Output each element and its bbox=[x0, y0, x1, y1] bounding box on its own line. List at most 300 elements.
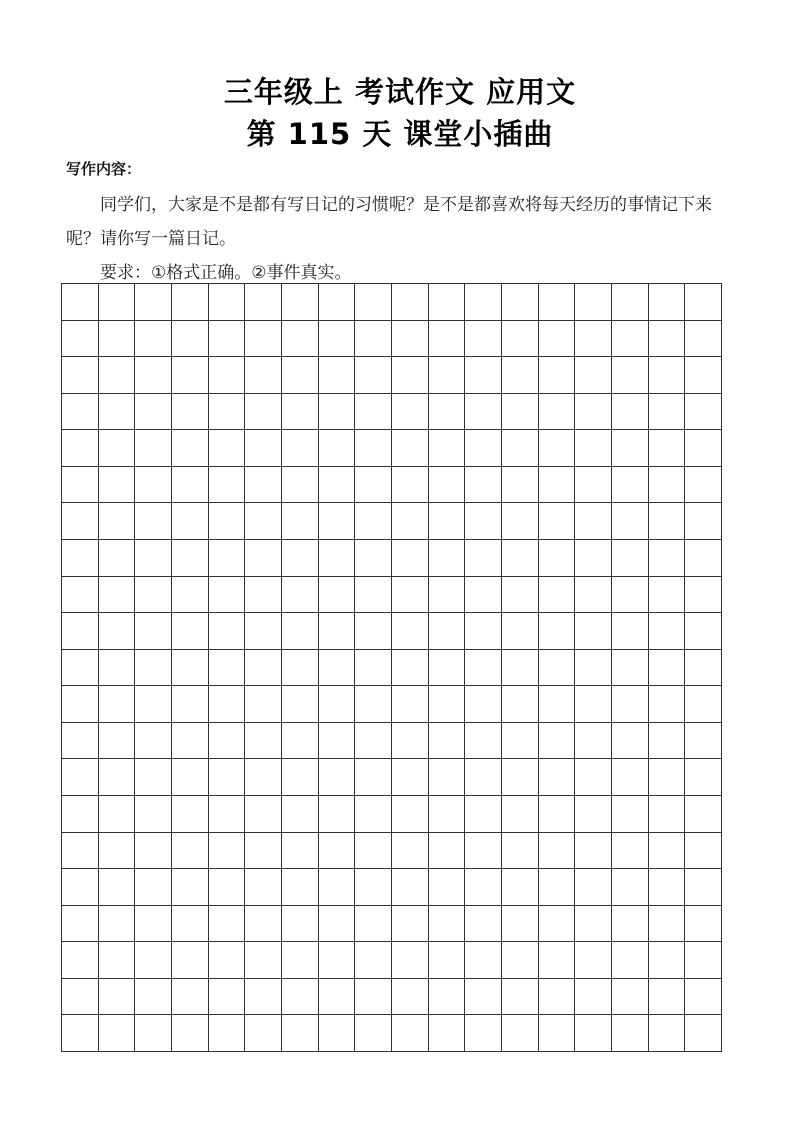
grid-cell[interactable] bbox=[429, 650, 466, 687]
grid-cell[interactable] bbox=[465, 650, 502, 687]
grid-cell[interactable] bbox=[355, 979, 392, 1016]
grid-cell[interactable] bbox=[392, 577, 429, 614]
grid-cell[interactable] bbox=[539, 686, 576, 723]
grid-cell[interactable] bbox=[62, 906, 99, 943]
grid-cell[interactable] bbox=[612, 284, 649, 321]
grid-cell[interactable] bbox=[502, 284, 539, 321]
grid-cell[interactable] bbox=[539, 650, 576, 687]
grid-cell[interactable] bbox=[209, 503, 246, 540]
grid-cell[interactable] bbox=[575, 759, 612, 796]
grid-cell[interactable] bbox=[502, 357, 539, 394]
grid-cell[interactable] bbox=[392, 284, 429, 321]
grid-cell[interactable] bbox=[429, 869, 466, 906]
grid-cell[interactable] bbox=[465, 430, 502, 467]
grid-cell[interactable] bbox=[429, 759, 466, 796]
grid-cell[interactable] bbox=[612, 723, 649, 760]
grid-cell[interactable] bbox=[465, 796, 502, 833]
grid-cell[interactable] bbox=[685, 979, 722, 1016]
grid-cell[interactable] bbox=[355, 869, 392, 906]
grid-cell[interactable] bbox=[502, 723, 539, 760]
grid-cell[interactable] bbox=[282, 284, 319, 321]
grid-cell[interactable] bbox=[319, 686, 356, 723]
grid-cell[interactable] bbox=[62, 321, 99, 358]
grid-cell[interactable] bbox=[649, 650, 686, 687]
grid-cell[interactable] bbox=[319, 833, 356, 870]
grid-cell[interactable] bbox=[282, 906, 319, 943]
grid-cell[interactable] bbox=[319, 650, 356, 687]
grid-cell[interactable] bbox=[172, 906, 209, 943]
grid-cell[interactable] bbox=[465, 942, 502, 979]
grid-cell[interactable] bbox=[575, 321, 612, 358]
grid-cell[interactable] bbox=[685, 284, 722, 321]
grid-cell[interactable] bbox=[575, 833, 612, 870]
grid-cell[interactable] bbox=[429, 723, 466, 760]
grid-cell[interactable] bbox=[429, 467, 466, 504]
grid-cell[interactable] bbox=[539, 503, 576, 540]
grid-cell[interactable] bbox=[649, 686, 686, 723]
grid-cell[interactable] bbox=[685, 869, 722, 906]
grid-cell[interactable] bbox=[135, 759, 172, 796]
grid-cell[interactable] bbox=[209, 467, 246, 504]
grid-cell[interactable] bbox=[355, 284, 392, 321]
grid-cell[interactable] bbox=[62, 357, 99, 394]
grid-cell[interactable] bbox=[612, 759, 649, 796]
grid-cell[interactable] bbox=[539, 1015, 576, 1052]
grid-cell[interactable] bbox=[392, 759, 429, 796]
grid-cell[interactable] bbox=[649, 357, 686, 394]
grid-cell[interactable] bbox=[319, 540, 356, 577]
grid-cell[interactable] bbox=[62, 686, 99, 723]
grid-cell[interactable] bbox=[62, 467, 99, 504]
grid-cell[interactable] bbox=[465, 869, 502, 906]
grid-cell[interactable] bbox=[685, 467, 722, 504]
grid-cell[interactable] bbox=[319, 321, 356, 358]
grid-cell[interactable] bbox=[209, 430, 246, 467]
grid-cell[interactable] bbox=[465, 394, 502, 431]
grid-cell[interactable] bbox=[649, 723, 686, 760]
grid-cell[interactable] bbox=[355, 942, 392, 979]
grid-cell[interactable] bbox=[245, 613, 282, 650]
grid-cell[interactable] bbox=[612, 430, 649, 467]
grid-cell[interactable] bbox=[282, 357, 319, 394]
grid-cell[interactable] bbox=[502, 467, 539, 504]
grid-cell[interactable] bbox=[172, 686, 209, 723]
grid-cell[interactable] bbox=[209, 759, 246, 796]
grid-cell[interactable] bbox=[319, 869, 356, 906]
grid-cell[interactable] bbox=[209, 577, 246, 614]
grid-cell[interactable] bbox=[685, 650, 722, 687]
grid-cell[interactable] bbox=[685, 394, 722, 431]
grid-cell[interactable] bbox=[575, 796, 612, 833]
grid-cell[interactable] bbox=[245, 723, 282, 760]
grid-cell[interactable] bbox=[135, 796, 172, 833]
grid-cell[interactable] bbox=[355, 759, 392, 796]
grid-cell[interactable] bbox=[649, 613, 686, 650]
grid-cell[interactable] bbox=[245, 686, 282, 723]
grid-cell[interactable] bbox=[465, 906, 502, 943]
grid-cell[interactable] bbox=[355, 686, 392, 723]
grid-cell[interactable] bbox=[429, 577, 466, 614]
grid-cell[interactable] bbox=[245, 1015, 282, 1052]
grid-cell[interactable] bbox=[612, 577, 649, 614]
grid-cell[interactable] bbox=[245, 467, 282, 504]
grid-cell[interactable] bbox=[649, 942, 686, 979]
grid-cell[interactable] bbox=[62, 613, 99, 650]
grid-cell[interactable] bbox=[502, 321, 539, 358]
grid-cell[interactable] bbox=[612, 686, 649, 723]
grid-cell[interactable] bbox=[209, 796, 246, 833]
grid-cell[interactable] bbox=[172, 284, 209, 321]
grid-cell[interactable] bbox=[135, 650, 172, 687]
grid-cell[interactable] bbox=[612, 979, 649, 1016]
grid-cell[interactable] bbox=[685, 357, 722, 394]
grid-cell[interactable] bbox=[245, 357, 282, 394]
grid-cell[interactable] bbox=[319, 759, 356, 796]
grid-cell[interactable] bbox=[685, 430, 722, 467]
grid-cell[interactable] bbox=[429, 796, 466, 833]
grid-cell[interactable] bbox=[649, 540, 686, 577]
grid-cell[interactable] bbox=[135, 503, 172, 540]
grid-cell[interactable] bbox=[172, 796, 209, 833]
grid-cell[interactable] bbox=[245, 394, 282, 431]
grid-cell[interactable] bbox=[429, 503, 466, 540]
grid-cell[interactable] bbox=[319, 503, 356, 540]
grid-cell[interactable] bbox=[172, 540, 209, 577]
grid-cell[interactable] bbox=[575, 723, 612, 760]
grid-cell[interactable] bbox=[319, 613, 356, 650]
grid-cell[interactable] bbox=[319, 979, 356, 1016]
grid-cell[interactable] bbox=[539, 577, 576, 614]
grid-cell[interactable] bbox=[575, 284, 612, 321]
grid-cell[interactable] bbox=[575, 650, 612, 687]
grid-cell[interactable] bbox=[245, 869, 282, 906]
grid-cell[interactable] bbox=[649, 906, 686, 943]
grid-cell[interactable] bbox=[245, 321, 282, 358]
grid-cell[interactable] bbox=[392, 1015, 429, 1052]
grid-cell[interactable] bbox=[209, 650, 246, 687]
grid-cell[interactable] bbox=[575, 686, 612, 723]
grid-cell[interactable] bbox=[465, 833, 502, 870]
grid-cell[interactable] bbox=[612, 1015, 649, 1052]
grid-cell[interactable] bbox=[319, 942, 356, 979]
grid-cell[interactable] bbox=[135, 979, 172, 1016]
grid-cell[interactable] bbox=[282, 577, 319, 614]
grid-cell[interactable] bbox=[282, 796, 319, 833]
grid-cell[interactable] bbox=[135, 869, 172, 906]
grid-cell[interactable] bbox=[685, 1015, 722, 1052]
grid-cell[interactable] bbox=[392, 357, 429, 394]
grid-cell[interactable] bbox=[135, 357, 172, 394]
grid-cell[interactable] bbox=[685, 686, 722, 723]
grid-cell[interactable] bbox=[465, 577, 502, 614]
grid-cell[interactable] bbox=[282, 686, 319, 723]
grid-cell[interactable] bbox=[502, 759, 539, 796]
grid-cell[interactable] bbox=[539, 284, 576, 321]
grid-cell[interactable] bbox=[135, 686, 172, 723]
grid-cell[interactable] bbox=[172, 467, 209, 504]
grid-cell[interactable] bbox=[62, 284, 99, 321]
grid-cell[interactable] bbox=[685, 906, 722, 943]
grid-cell[interactable] bbox=[392, 503, 429, 540]
grid-cell[interactable] bbox=[539, 906, 576, 943]
grid-cell[interactable] bbox=[392, 321, 429, 358]
grid-cell[interactable] bbox=[135, 430, 172, 467]
grid-cell[interactable] bbox=[99, 759, 136, 796]
grid-cell[interactable] bbox=[502, 906, 539, 943]
grid-cell[interactable] bbox=[649, 796, 686, 833]
grid-cell[interactable] bbox=[172, 650, 209, 687]
grid-cell[interactable] bbox=[612, 833, 649, 870]
grid-cell[interactable] bbox=[282, 942, 319, 979]
grid-cell[interactable] bbox=[685, 942, 722, 979]
grid-cell[interactable] bbox=[319, 284, 356, 321]
grid-cell[interactable] bbox=[355, 1015, 392, 1052]
grid-cell[interactable] bbox=[319, 430, 356, 467]
grid-cell[interactable] bbox=[62, 723, 99, 760]
grid-cell[interactable] bbox=[575, 906, 612, 943]
grid-cell[interactable] bbox=[282, 759, 319, 796]
grid-cell[interactable] bbox=[282, 430, 319, 467]
grid-cell[interactable] bbox=[99, 686, 136, 723]
grid-cell[interactable] bbox=[99, 1015, 136, 1052]
grid-cell[interactable] bbox=[502, 650, 539, 687]
grid-cell[interactable] bbox=[135, 723, 172, 760]
grid-cell[interactable] bbox=[355, 467, 392, 504]
grid-cell[interactable] bbox=[392, 942, 429, 979]
grid-cell[interactable] bbox=[685, 577, 722, 614]
grid-cell[interactable] bbox=[99, 906, 136, 943]
grid-cell[interactable] bbox=[392, 686, 429, 723]
grid-cell[interactable] bbox=[575, 430, 612, 467]
grid-cell[interactable] bbox=[172, 759, 209, 796]
grid-cell[interactable] bbox=[62, 759, 99, 796]
grid-cell[interactable] bbox=[502, 979, 539, 1016]
grid-cell[interactable] bbox=[99, 321, 136, 358]
grid-cell[interactable] bbox=[539, 869, 576, 906]
grid-cell[interactable] bbox=[319, 577, 356, 614]
grid-cell[interactable] bbox=[135, 467, 172, 504]
grid-cell[interactable] bbox=[429, 1015, 466, 1052]
grid-cell[interactable] bbox=[245, 577, 282, 614]
grid-cell[interactable] bbox=[685, 540, 722, 577]
grid-cell[interactable] bbox=[172, 1015, 209, 1052]
grid-cell[interactable] bbox=[612, 906, 649, 943]
grid-cell[interactable] bbox=[245, 540, 282, 577]
grid-cell[interactable] bbox=[429, 942, 466, 979]
grid-cell[interactable] bbox=[355, 540, 392, 577]
grid-cell[interactable] bbox=[612, 613, 649, 650]
grid-cell[interactable] bbox=[209, 613, 246, 650]
grid-cell[interactable] bbox=[209, 869, 246, 906]
grid-cell[interactable] bbox=[429, 833, 466, 870]
grid-cell[interactable] bbox=[539, 942, 576, 979]
grid-cell[interactable] bbox=[575, 979, 612, 1016]
grid-cell[interactable] bbox=[429, 321, 466, 358]
grid-cell[interactable] bbox=[649, 321, 686, 358]
grid-cell[interactable] bbox=[99, 833, 136, 870]
grid-cell[interactable] bbox=[429, 540, 466, 577]
grid-cell[interactable] bbox=[649, 577, 686, 614]
grid-cell[interactable] bbox=[429, 979, 466, 1016]
grid-cell[interactable] bbox=[465, 467, 502, 504]
grid-cell[interactable] bbox=[245, 284, 282, 321]
grid-cell[interactable] bbox=[282, 869, 319, 906]
grid-cell[interactable] bbox=[575, 503, 612, 540]
grid-cell[interactable] bbox=[649, 467, 686, 504]
grid-cell[interactable] bbox=[62, 942, 99, 979]
grid-cell[interactable] bbox=[539, 430, 576, 467]
grid-cell[interactable] bbox=[429, 613, 466, 650]
grid-cell[interactable] bbox=[172, 321, 209, 358]
grid-cell[interactable] bbox=[612, 869, 649, 906]
grid-cell[interactable] bbox=[392, 540, 429, 577]
grid-cell[interactable] bbox=[172, 503, 209, 540]
grid-cell[interactable] bbox=[575, 869, 612, 906]
grid-cell[interactable] bbox=[99, 869, 136, 906]
grid-cell[interactable] bbox=[685, 321, 722, 358]
grid-cell[interactable] bbox=[355, 650, 392, 687]
grid-cell[interactable] bbox=[465, 540, 502, 577]
grid-cell[interactable] bbox=[392, 467, 429, 504]
grid-cell[interactable] bbox=[172, 723, 209, 760]
grid-cell[interactable] bbox=[99, 577, 136, 614]
grid-cell[interactable] bbox=[319, 394, 356, 431]
grid-cell[interactable] bbox=[245, 796, 282, 833]
grid-cell[interactable] bbox=[465, 357, 502, 394]
grid-cell[interactable] bbox=[282, 394, 319, 431]
grid-cell[interactable] bbox=[62, 979, 99, 1016]
grid-cell[interactable] bbox=[502, 942, 539, 979]
grid-cell[interactable] bbox=[539, 394, 576, 431]
grid-cell[interactable] bbox=[355, 321, 392, 358]
grid-cell[interactable] bbox=[539, 540, 576, 577]
grid-cell[interactable] bbox=[649, 979, 686, 1016]
grid-cell[interactable] bbox=[392, 430, 429, 467]
grid-cell[interactable] bbox=[355, 394, 392, 431]
grid-cell[interactable] bbox=[392, 650, 429, 687]
grid-cell[interactable] bbox=[612, 540, 649, 577]
grid-cell[interactable] bbox=[465, 503, 502, 540]
grid-cell[interactable] bbox=[575, 540, 612, 577]
grid-cell[interactable] bbox=[649, 394, 686, 431]
grid-cell[interactable] bbox=[99, 467, 136, 504]
grid-cell[interactable] bbox=[355, 796, 392, 833]
grid-cell[interactable] bbox=[99, 430, 136, 467]
grid-cell[interactable] bbox=[62, 1015, 99, 1052]
grid-cell[interactable] bbox=[502, 540, 539, 577]
grid-cell[interactable] bbox=[612, 357, 649, 394]
grid-cell[interactable] bbox=[282, 833, 319, 870]
grid-cell[interactable] bbox=[355, 357, 392, 394]
grid-cell[interactable] bbox=[685, 796, 722, 833]
grid-cell[interactable] bbox=[62, 650, 99, 687]
grid-cell[interactable] bbox=[612, 942, 649, 979]
grid-cell[interactable] bbox=[135, 540, 172, 577]
grid-cell[interactable] bbox=[99, 796, 136, 833]
grid-cell[interactable] bbox=[99, 650, 136, 687]
grid-cell[interactable] bbox=[99, 394, 136, 431]
grid-cell[interactable] bbox=[539, 796, 576, 833]
grid-cell[interactable] bbox=[649, 1015, 686, 1052]
grid-cell[interactable] bbox=[62, 869, 99, 906]
grid-cell[interactable] bbox=[429, 686, 466, 723]
grid-cell[interactable] bbox=[319, 1015, 356, 1052]
grid-cell[interactable] bbox=[62, 503, 99, 540]
grid-cell[interactable] bbox=[649, 869, 686, 906]
grid-cell[interactable] bbox=[649, 833, 686, 870]
grid-cell[interactable] bbox=[62, 540, 99, 577]
grid-cell[interactable] bbox=[649, 284, 686, 321]
grid-cell[interactable] bbox=[539, 723, 576, 760]
grid-cell[interactable] bbox=[319, 723, 356, 760]
grid-cell[interactable] bbox=[575, 577, 612, 614]
grid-cell[interactable] bbox=[502, 503, 539, 540]
grid-cell[interactable] bbox=[392, 723, 429, 760]
grid-cell[interactable] bbox=[392, 979, 429, 1016]
grid-cell[interactable] bbox=[282, 321, 319, 358]
grid-cell[interactable] bbox=[172, 613, 209, 650]
grid-cell[interactable] bbox=[502, 1015, 539, 1052]
grid-cell[interactable] bbox=[209, 942, 246, 979]
grid-cell[interactable] bbox=[99, 503, 136, 540]
grid-cell[interactable] bbox=[575, 1015, 612, 1052]
grid-cell[interactable] bbox=[135, 942, 172, 979]
grid-cell[interactable] bbox=[209, 1015, 246, 1052]
grid-cell[interactable] bbox=[245, 503, 282, 540]
grid-cell[interactable] bbox=[282, 503, 319, 540]
grid-cell[interactable] bbox=[172, 942, 209, 979]
grid-cell[interactable] bbox=[245, 759, 282, 796]
grid-cell[interactable] bbox=[99, 357, 136, 394]
grid-cell[interactable] bbox=[172, 577, 209, 614]
grid-cell[interactable] bbox=[99, 723, 136, 760]
grid-cell[interactable] bbox=[465, 723, 502, 760]
grid-cell[interactable] bbox=[355, 430, 392, 467]
grid-cell[interactable] bbox=[539, 357, 576, 394]
grid-cell[interactable] bbox=[209, 833, 246, 870]
grid-cell[interactable] bbox=[209, 686, 246, 723]
grid-cell[interactable] bbox=[99, 979, 136, 1016]
grid-cell[interactable] bbox=[135, 321, 172, 358]
grid-cell[interactable] bbox=[392, 869, 429, 906]
grid-cell[interactable] bbox=[539, 321, 576, 358]
grid-cell[interactable] bbox=[62, 833, 99, 870]
grid-cell[interactable] bbox=[539, 979, 576, 1016]
grid-cell[interactable] bbox=[355, 906, 392, 943]
grid-cell[interactable] bbox=[282, 979, 319, 1016]
grid-cell[interactable] bbox=[135, 1015, 172, 1052]
grid-cell[interactable] bbox=[539, 833, 576, 870]
grid-cell[interactable] bbox=[209, 394, 246, 431]
grid-cell[interactable] bbox=[392, 394, 429, 431]
grid-cell[interactable] bbox=[465, 686, 502, 723]
grid-cell[interactable] bbox=[575, 357, 612, 394]
grid-cell[interactable] bbox=[319, 906, 356, 943]
grid-cell[interactable] bbox=[465, 284, 502, 321]
grid-cell[interactable] bbox=[282, 467, 319, 504]
grid-cell[interactable] bbox=[282, 723, 319, 760]
grid-cell[interactable] bbox=[99, 540, 136, 577]
grid-cell[interactable] bbox=[209, 979, 246, 1016]
grid-cell[interactable] bbox=[649, 430, 686, 467]
grid-cell[interactable] bbox=[575, 394, 612, 431]
grid-cell[interactable] bbox=[392, 906, 429, 943]
grid-cell[interactable] bbox=[612, 394, 649, 431]
grid-cell[interactable] bbox=[392, 796, 429, 833]
grid-cell[interactable] bbox=[282, 1015, 319, 1052]
grid-cell[interactable] bbox=[649, 503, 686, 540]
grid-cell[interactable] bbox=[612, 467, 649, 504]
